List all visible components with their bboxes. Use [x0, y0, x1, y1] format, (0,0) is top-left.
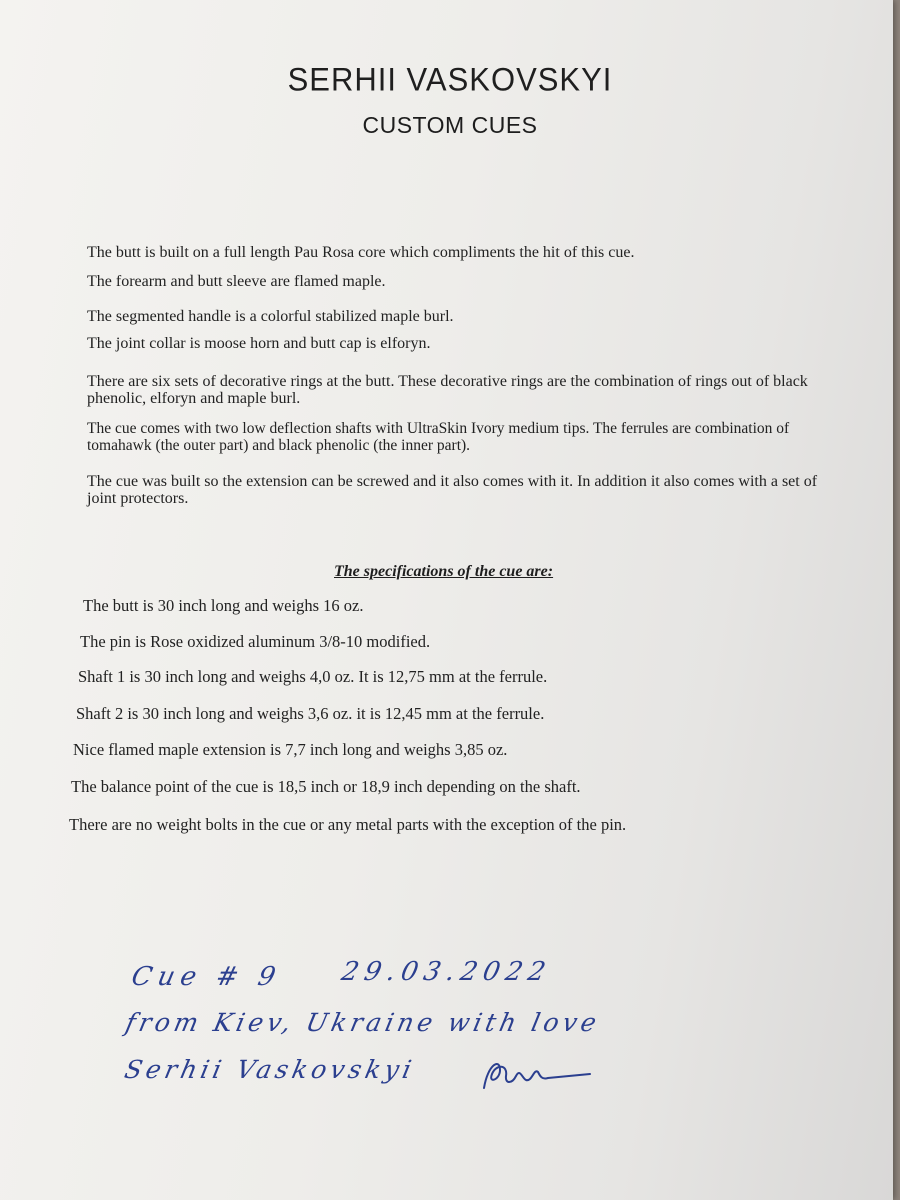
signature-scribble — [478, 1054, 598, 1094]
document-header — [0, 62, 900, 139]
paragraph-core: The butt is built on a full length Pau Rosa core which compliments the hit of this cue. — [87, 244, 635, 261]
spec-item: There are no weight bolts in the cue or any metal parts with the exception of the pin. — [69, 815, 627, 834]
spec-item: Shaft 1 is 30 inch long and weighs 4,0 oz. It is 12,75 mm at the ferrule. — [78, 667, 548, 686]
paragraph-rings: There are six sets of decorative rings at the butt. These decorative rings are the combination of rings out of black phenolic, elforyn and maple burl. — [87, 373, 808, 407]
handwritten-date: 29.03.2022 — [338, 957, 555, 987]
spec-item: The pin is Rose oxidized aluminum 3/8-10 modified. — [80, 632, 431, 651]
paragraph-joint-collar: The joint collar is moose horn and butt cap is elforyn. — [87, 335, 431, 352]
spec-item: Nice flamed maple extension is 7,7 inch long and weighs 3,85 oz. — [73, 740, 508, 759]
brand-name: SERHII VASKOVSKYI — [287, 61, 613, 98]
paragraph-shafts: The cue comes with two low deflection shafts with UltraSkin Ivory medium tips. The ferrules are combination of tomahawk (the outer part) and black phenolic (the inner part). — [87, 420, 790, 454]
handwritten-cue-number: Cue # 9 — [128, 962, 285, 992]
paragraph-forearm: The forearm and butt sleeve are flamed maple. — [87, 273, 386, 290]
specifications-heading: The specifications of the cue are: — [334, 563, 554, 580]
spec-item: The balance point of the cue is 18,5 inch or 18,9 inch depending on the shaft. — [71, 777, 581, 796]
paragraph-extension: The cue was built so the extension can be screwed and it also comes with it. In addition it also comes with a set of joint protectors. — [87, 473, 818, 507]
spec-item: Shaft 2 is 30 inch long and weighs 3,6 oz. it is 12,45 mm at the ferrule. — [76, 704, 545, 723]
paragraph-handle: The segmented handle is a colorful stabilized maple burl. — [87, 308, 454, 325]
spec-item: The butt is 30 inch long and weighs 16 oz. — [83, 596, 364, 615]
document-subtitle: CUSTOM CUES — [362, 112, 538, 138]
handwritten-dedication: from Kiev, Ukraine with love — [122, 1008, 603, 1037]
handwritten-name: Serhii Vaskovskyi — [121, 1055, 418, 1084]
